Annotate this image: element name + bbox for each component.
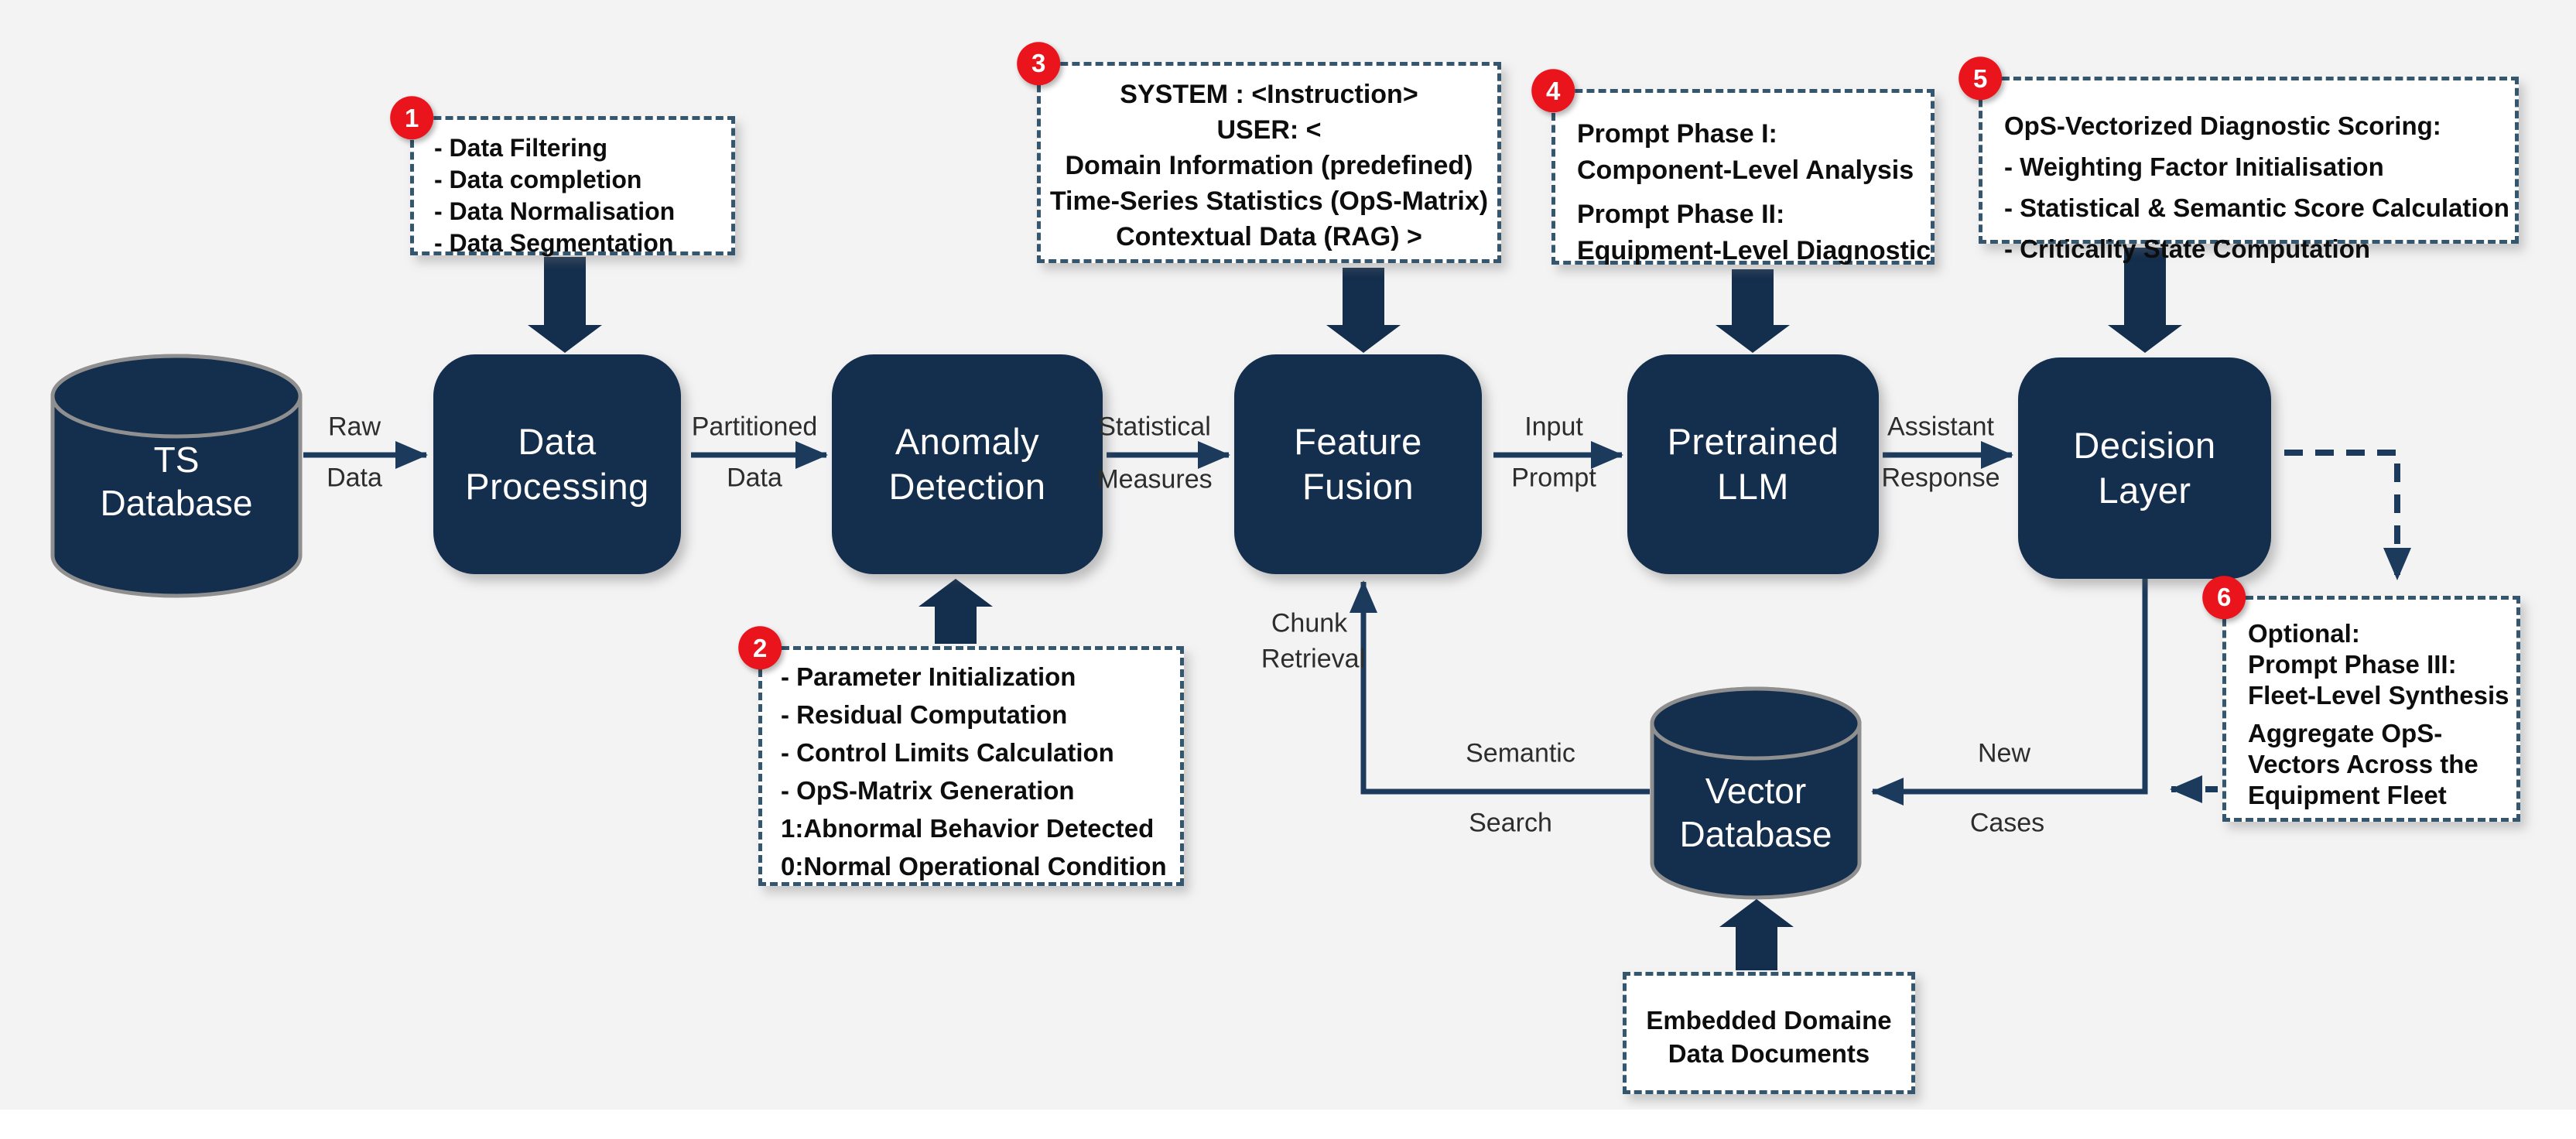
block-arrow-embedded-up bbox=[1719, 899, 1794, 970]
edge-label-search: Search bbox=[1469, 808, 1552, 838]
node-anomaly-detection bbox=[832, 354, 1103, 574]
node-feature-fusion bbox=[1234, 354, 1482, 574]
note-1-badge: 1 bbox=[390, 96, 433, 139]
node-label: Data bbox=[518, 421, 597, 462]
node-label: Decision bbox=[2073, 425, 2216, 466]
edge-label-semantic: Semantic bbox=[1466, 738, 1575, 768]
edge-label-measures: Measures bbox=[1096, 464, 1213, 494]
note-6-badge: 6 bbox=[2202, 576, 2246, 619]
node-label: Anomaly bbox=[895, 421, 1040, 462]
note-6-fleet-synthesis: 6 Optional: Prompt Phase III: Fleet-Level Synthesis Aggregate OpS- Vectors Across the Equipment Fleet bbox=[2222, 596, 2520, 822]
note-2-anomaly-steps: 2 - Parameter Initialization - Residual Computation - Control Limits Calculation - OpS-Matrix Generation 1:Abnormal Behavior Detected 0:Normal Operational Condition bbox=[758, 646, 1184, 886]
node-label: Layer bbox=[2098, 470, 2191, 511]
note-1-data-preparation: 1 - Data Filtering - Data completion - Data Normalisation - Data Segmentation bbox=[410, 116, 735, 255]
edge-label-statistical: Statistical bbox=[1098, 412, 1211, 442]
node-decision-layer bbox=[2018, 357, 2271, 579]
note-4-badge: 4 bbox=[1531, 69, 1575, 112]
note-embedded-documents: Embedded Domaine Data Documents bbox=[1623, 972, 1915, 1094]
edge-label-assistant: Assistant bbox=[1887, 412, 1994, 442]
edge-label-chunk: Chunk bbox=[1271, 608, 1348, 638]
edge-label-input: Input bbox=[1524, 412, 1583, 442]
node-label: Detection bbox=[888, 466, 1046, 507]
block-arrow-note1-down bbox=[528, 257, 602, 353]
node-label: Feature bbox=[1294, 421, 1422, 462]
edge-label-new: New bbox=[1977, 738, 2031, 768]
note-2-badge: 2 bbox=[738, 626, 782, 669]
node-label: LLM bbox=[1717, 466, 1789, 507]
note-3-prompt-template: 3 SYSTEM : <Instruction> USER: < Domain Information (predefined) Time-Series Statistics (OpS-Matrix) Contextual Data (RAG) > bbox=[1037, 62, 1501, 263]
note-4-prompt-phases: 4 Prompt Phase I: Component-Level Analysis Prompt Phase II: Equipment-Level Diagnostic bbox=[1551, 89, 1935, 265]
edge-label-response: Response bbox=[1881, 463, 2000, 493]
node-label: Fusion bbox=[1302, 466, 1415, 507]
node-label: Pretrained bbox=[1667, 421, 1839, 462]
edge-label-prompt: Prompt bbox=[1511, 463, 1596, 493]
node-data-processing bbox=[433, 354, 681, 574]
edge-label-raw-data: Data bbox=[327, 463, 382, 493]
node-pretrained-llm bbox=[1627, 354, 1879, 574]
edge-label-partitioned: Partitioned bbox=[691, 412, 818, 442]
edge-label-partitioned-data: Data bbox=[727, 463, 782, 493]
edge-label-retrieval: Retrieval bbox=[1261, 644, 1366, 674]
note-5-badge: 5 bbox=[1959, 56, 2002, 100]
edge-label-cases: Cases bbox=[1969, 808, 2045, 838]
note-5-diagnostic-scoring: 5 OpS-Vectorized Diagnostic Scoring: - Weighting Factor Initialisation - Statistical & Semantic Score Calculation - Criticality State Computation bbox=[1979, 77, 2519, 244]
block-arrow-note2-up bbox=[919, 579, 993, 644]
edge-label-raw: Raw bbox=[327, 412, 381, 442]
node-label: Processing bbox=[465, 466, 649, 507]
vector-database-label: Vector Database bbox=[1679, 771, 1832, 854]
dashed-arrow-decision-to-note6 bbox=[2284, 453, 2397, 579]
block-arrow-note3-down bbox=[1326, 268, 1401, 353]
ts-database-label: TS Database bbox=[100, 440, 253, 523]
note-3-badge: 3 bbox=[1017, 42, 1060, 85]
block-arrow-note4-down bbox=[1716, 269, 1790, 353]
